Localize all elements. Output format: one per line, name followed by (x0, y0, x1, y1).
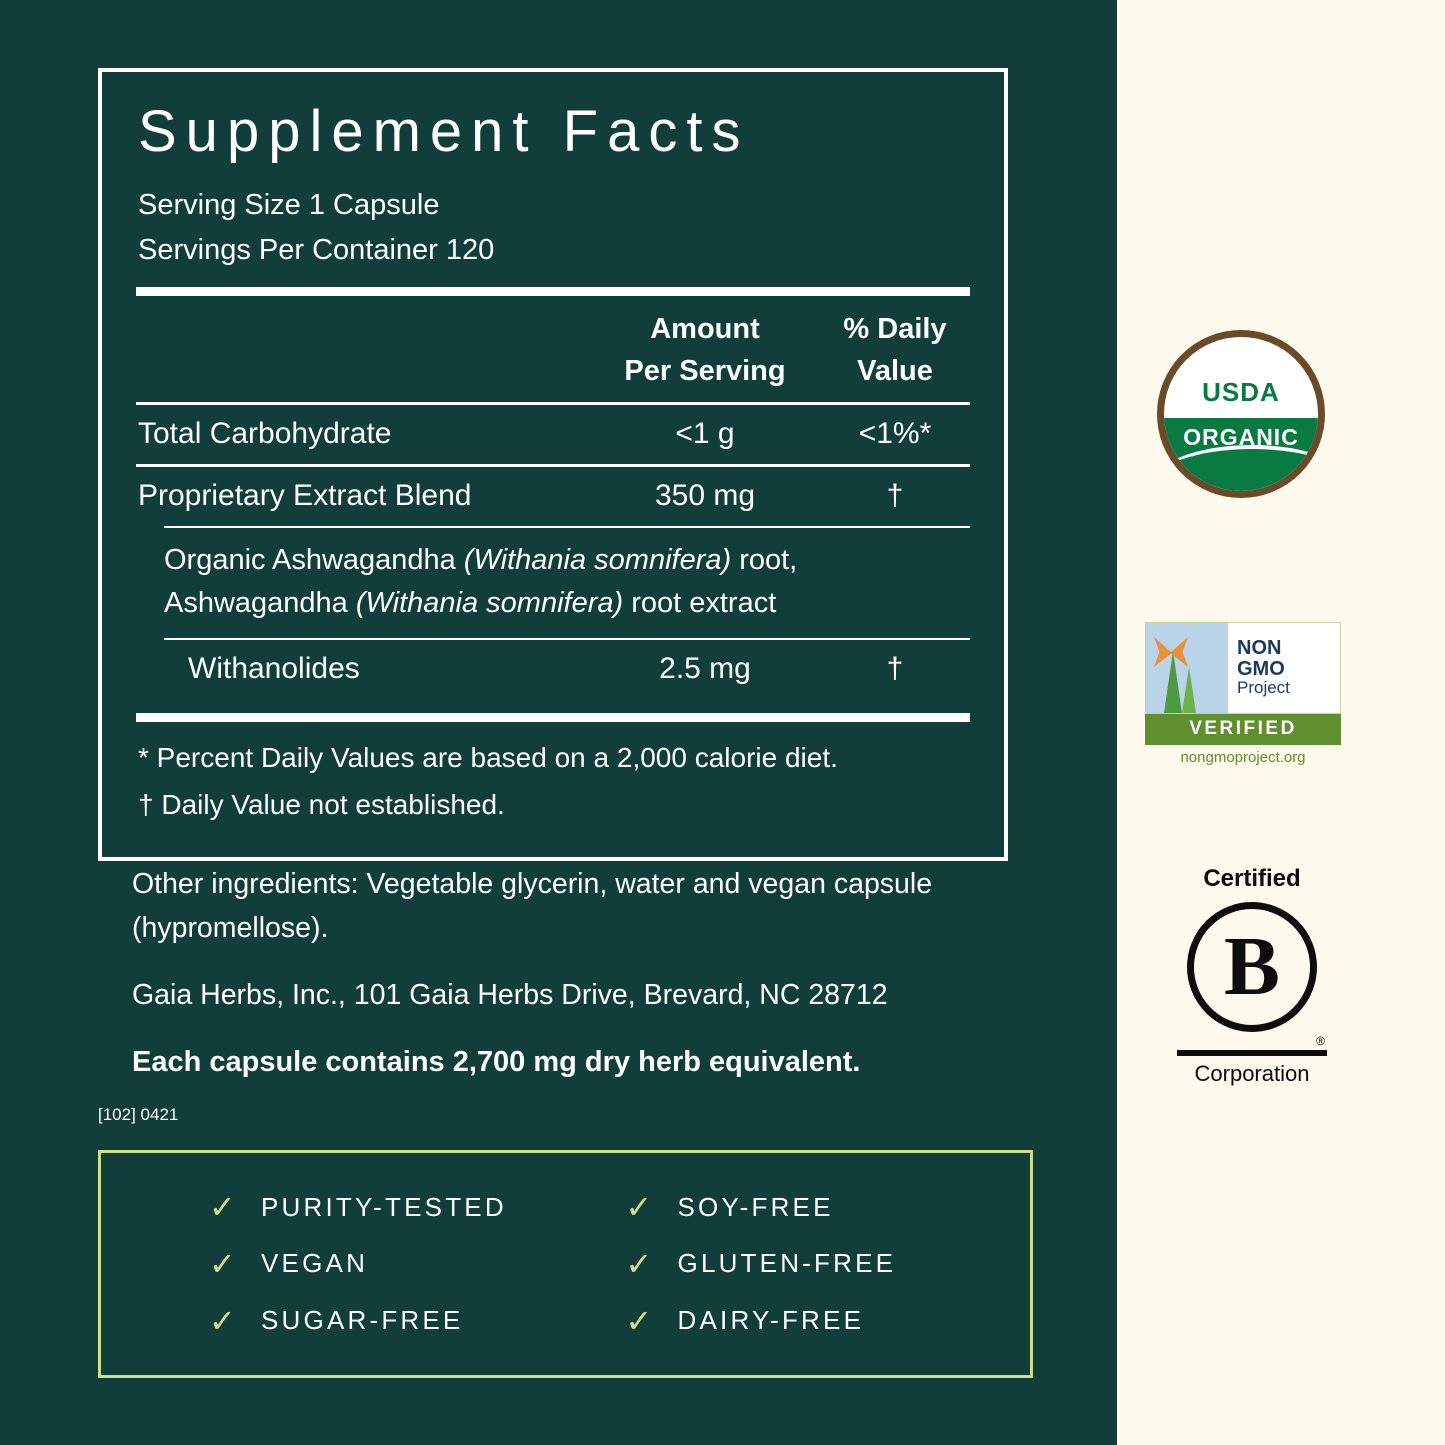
dv-header-line2: Value (857, 354, 933, 387)
organic-label: ORGANIC (1183, 424, 1299, 450)
b-corporation-badge-icon (1177, 866, 1327, 1087)
nutrient-name: Proprietary Extract Blend (138, 478, 472, 512)
blend-ingredient-description (136, 528, 970, 638)
other-ingredients-text: Other ingredients: Vegetable glycerin, water and vegan capsule (hypromellose). (132, 868, 933, 945)
right-panel-badges (1117, 0, 1445, 1445)
gmo-line-1: NON (1237, 637, 1282, 660)
nutrient-amount: 350 mg (654, 478, 756, 512)
table-row (136, 640, 970, 699)
blend-line2-pre: Ashwagandha (164, 587, 356, 620)
claim-label: SUGAR-FREE (261, 1305, 464, 1336)
nutrient-amount: 2.5 mg (659, 651, 751, 685)
gmo-text-block (1228, 623, 1340, 713)
claim-label: PURITY-TESTED (261, 1191, 507, 1222)
gmo-verified-bar: VERIFIED (1145, 714, 1341, 745)
gmo-illustration (1146, 623, 1228, 713)
footnote-daily-values: * Percent Daily Values are based on a 2,000 calorie diet. (138, 741, 838, 773)
blend-line2-latin: (Withania somnifera) (355, 587, 624, 620)
bcorp-b-mark: B (1187, 902, 1317, 1032)
serving-size: Serving Size 1 Capsule (138, 188, 440, 221)
bcorp-corporation-label: Corporation (1194, 1061, 1310, 1087)
amount-header-line2: Per Serving (624, 354, 786, 387)
claim-soy-free (566, 1189, 1001, 1226)
gmo-line-3: Project (1237, 678, 1290, 698)
nutrient-name: Total Carbohydrate (138, 416, 392, 450)
gmo-website-text: nongmoproject.org (1180, 749, 1306, 766)
leaf-icon (1164, 651, 1182, 713)
check-icon: ✓ (209, 1189, 240, 1226)
bcorp-certified-label: Certified (1203, 865, 1301, 892)
bcorp-divider (1177, 1050, 1327, 1056)
check-icon: ✓ (625, 1245, 656, 1282)
claim-label: GLUTEN-FREE (677, 1248, 897, 1279)
usda-organic-badge-icon (1157, 330, 1325, 498)
non-gmo-project-verified-badge-icon (1145, 622, 1341, 766)
blend-line2-post: root extract (623, 587, 777, 620)
claim-dairy-free (566, 1302, 1001, 1339)
manufacturer-address: Gaia Herbs, Inc., 101 Gaia Herbs Drive, Brevard, NC 28712 (132, 979, 888, 1012)
gmo-line-2: GMO (1237, 657, 1285, 680)
usda-bottom-half (1164, 414, 1318, 491)
amount-header-line1: Amount (650, 312, 760, 345)
claim-sugar-free (131, 1302, 566, 1339)
footnote-dagger: † Daily Value not established. (138, 789, 505, 821)
check-icon: ✓ (625, 1189, 656, 1226)
blend-line1-pre: Organic Ashwagandha (164, 543, 464, 576)
leaf-icon-secondary (1182, 667, 1196, 713)
nutrient-dv: † (886, 651, 904, 685)
claim-gluten-free (566, 1245, 1001, 1282)
claim-label: VEGAN (261, 1248, 369, 1279)
nutrient-dv: <1%* (858, 416, 932, 450)
dry-herb-equivalent: Each capsule contains 2,700 mg dry herb equivalent. (132, 1046, 861, 1079)
blend-line1-post: root, (731, 543, 798, 576)
table-row (136, 405, 970, 464)
table-row (136, 467, 970, 526)
daily-value-header (820, 308, 970, 392)
claims-panel (98, 1150, 1033, 1378)
lot-code: [102] 0421 (98, 1104, 179, 1124)
servings-per-container: Servings Per Container 120 (138, 233, 495, 266)
nutrient-name: Withanolides (188, 651, 360, 685)
blend-line1-latin: (Withania somnifera) (463, 543, 732, 576)
check-icon: ✓ (625, 1302, 656, 1339)
supplement-facts-title: Supplement Facts (138, 99, 750, 164)
claim-vegan (131, 1245, 566, 1282)
check-icon: ✓ (209, 1302, 240, 1339)
claim-label: SOY-FREE (677, 1191, 834, 1222)
other-information-block (98, 862, 1012, 1126)
usda-label: USDA (1202, 377, 1280, 407)
blend-line-1 (164, 539, 970, 583)
claim-purity-tested (131, 1189, 566, 1226)
divider-thick-top (136, 287, 970, 296)
claim-label: DAIRY-FREE (677, 1305, 865, 1336)
dv-header-line1: % Daily (843, 312, 947, 345)
amount-header (590, 308, 820, 392)
check-icon: ✓ (209, 1245, 240, 1282)
blend-line-2 (164, 582, 970, 626)
gmo-badge-main (1145, 622, 1341, 714)
usda-top-half (1164, 337, 1318, 414)
divider-thick-bottom (136, 713, 970, 722)
nutrient-dv: † (886, 478, 904, 512)
supplement-facts-panel (98, 68, 1008, 861)
bcorp-registered-mark: ® (1316, 1034, 1325, 1049)
nutrient-amount: <1 g (675, 416, 735, 450)
table-header-row (136, 296, 970, 402)
usda-field-arc (1157, 445, 1325, 498)
